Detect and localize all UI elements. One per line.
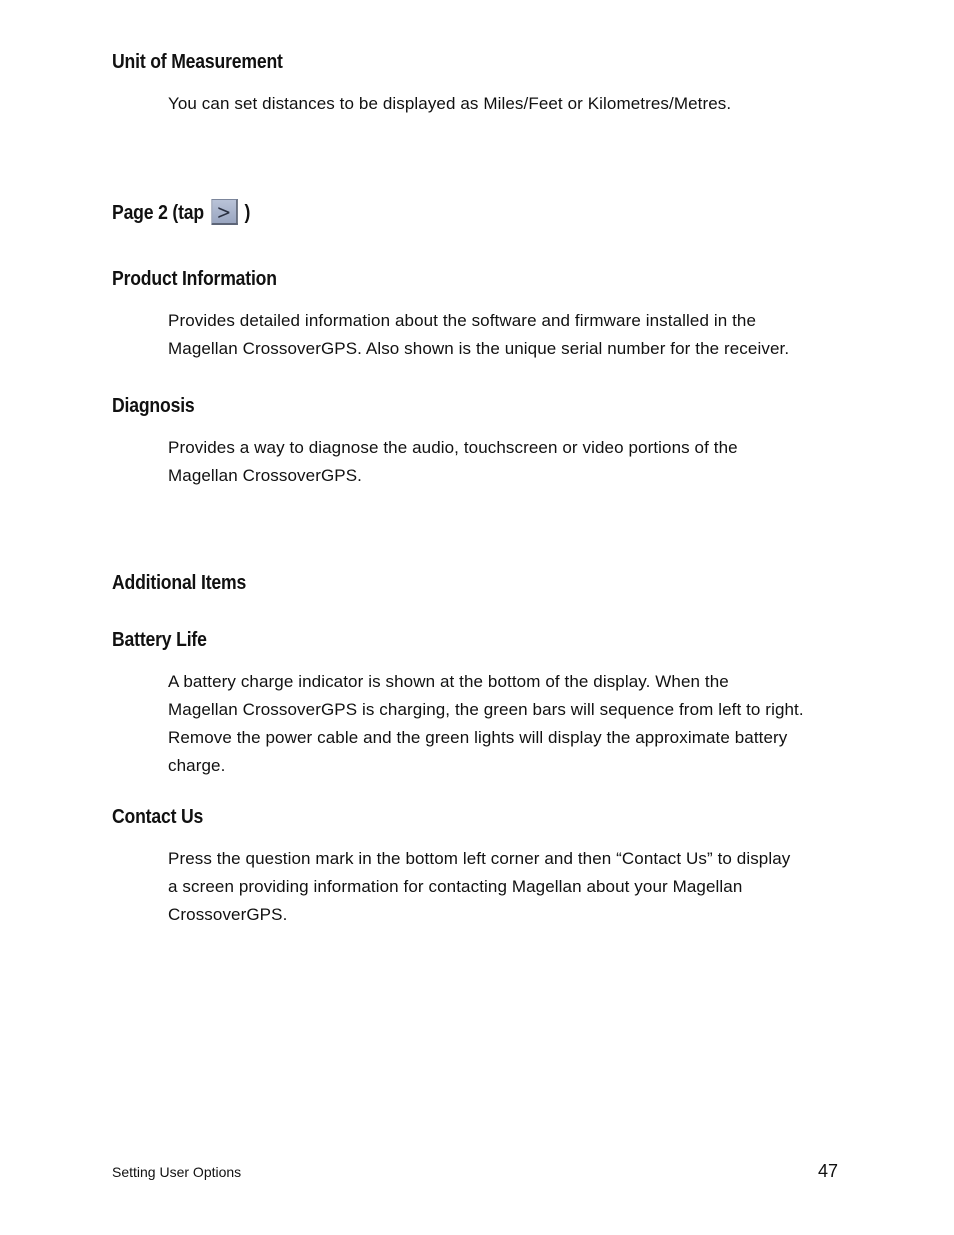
product-information-text xyxy=(168,307,848,363)
chevron-right-icon: > xyxy=(216,199,232,224)
diagnosis-text xyxy=(168,434,848,490)
heading-page-2 xyxy=(112,201,250,225)
text-line: Provides detailed information about the software and firmware installed in the xyxy=(168,311,757,330)
page-2-close-paren: ) xyxy=(244,202,251,224)
heading-product-information: Product Information xyxy=(112,268,277,290)
text-line: CrossoverGPS. xyxy=(168,905,288,924)
heading-unit-of-measurement: Unit of Measurement xyxy=(112,51,283,73)
battery-life-text xyxy=(168,668,848,780)
contact-us-text xyxy=(168,845,848,929)
text-line: Magellan CrossoverGPS. xyxy=(168,466,362,485)
text-line: Remove the power cable and the green lights will display the approximate battery xyxy=(168,728,788,747)
footer-section-title: Setting User Options xyxy=(112,1164,242,1180)
page-2-label: Page 2 (tap xyxy=(112,202,204,224)
heading-diagnosis: Diagnosis xyxy=(112,395,195,417)
text-line: charge. xyxy=(168,756,226,775)
text-line: Provides a way to diagnose the audio, touchscreen or video portions of the xyxy=(168,438,738,457)
heading-battery-life: Battery Life xyxy=(112,629,207,651)
page-number: 47 xyxy=(818,1161,839,1181)
text-line: Magellan CrossoverGPS. Also shown is the unique serial number for the receiver. xyxy=(168,339,790,358)
heading-contact-us: Contact Us xyxy=(112,806,204,828)
text-line: Press the question mark in the bottom left corner and then “Contact Us” to display xyxy=(168,849,791,868)
heading-additional-items: Additional Items xyxy=(112,572,247,594)
text-line: a screen providing information for contacting Magellan about your Magellan xyxy=(168,877,743,896)
next-page-button[interactable] xyxy=(211,199,237,225)
text-line: A battery charge indicator is shown at the bottom of the display. When the xyxy=(168,672,729,691)
unit-of-measurement-text: You can set distances to be displayed as Miles/Feet or Kilometres/Metres. xyxy=(168,94,732,113)
text-line: Magellan CrossoverGPS is charging, the green bars will sequence from left to right. xyxy=(168,700,804,719)
